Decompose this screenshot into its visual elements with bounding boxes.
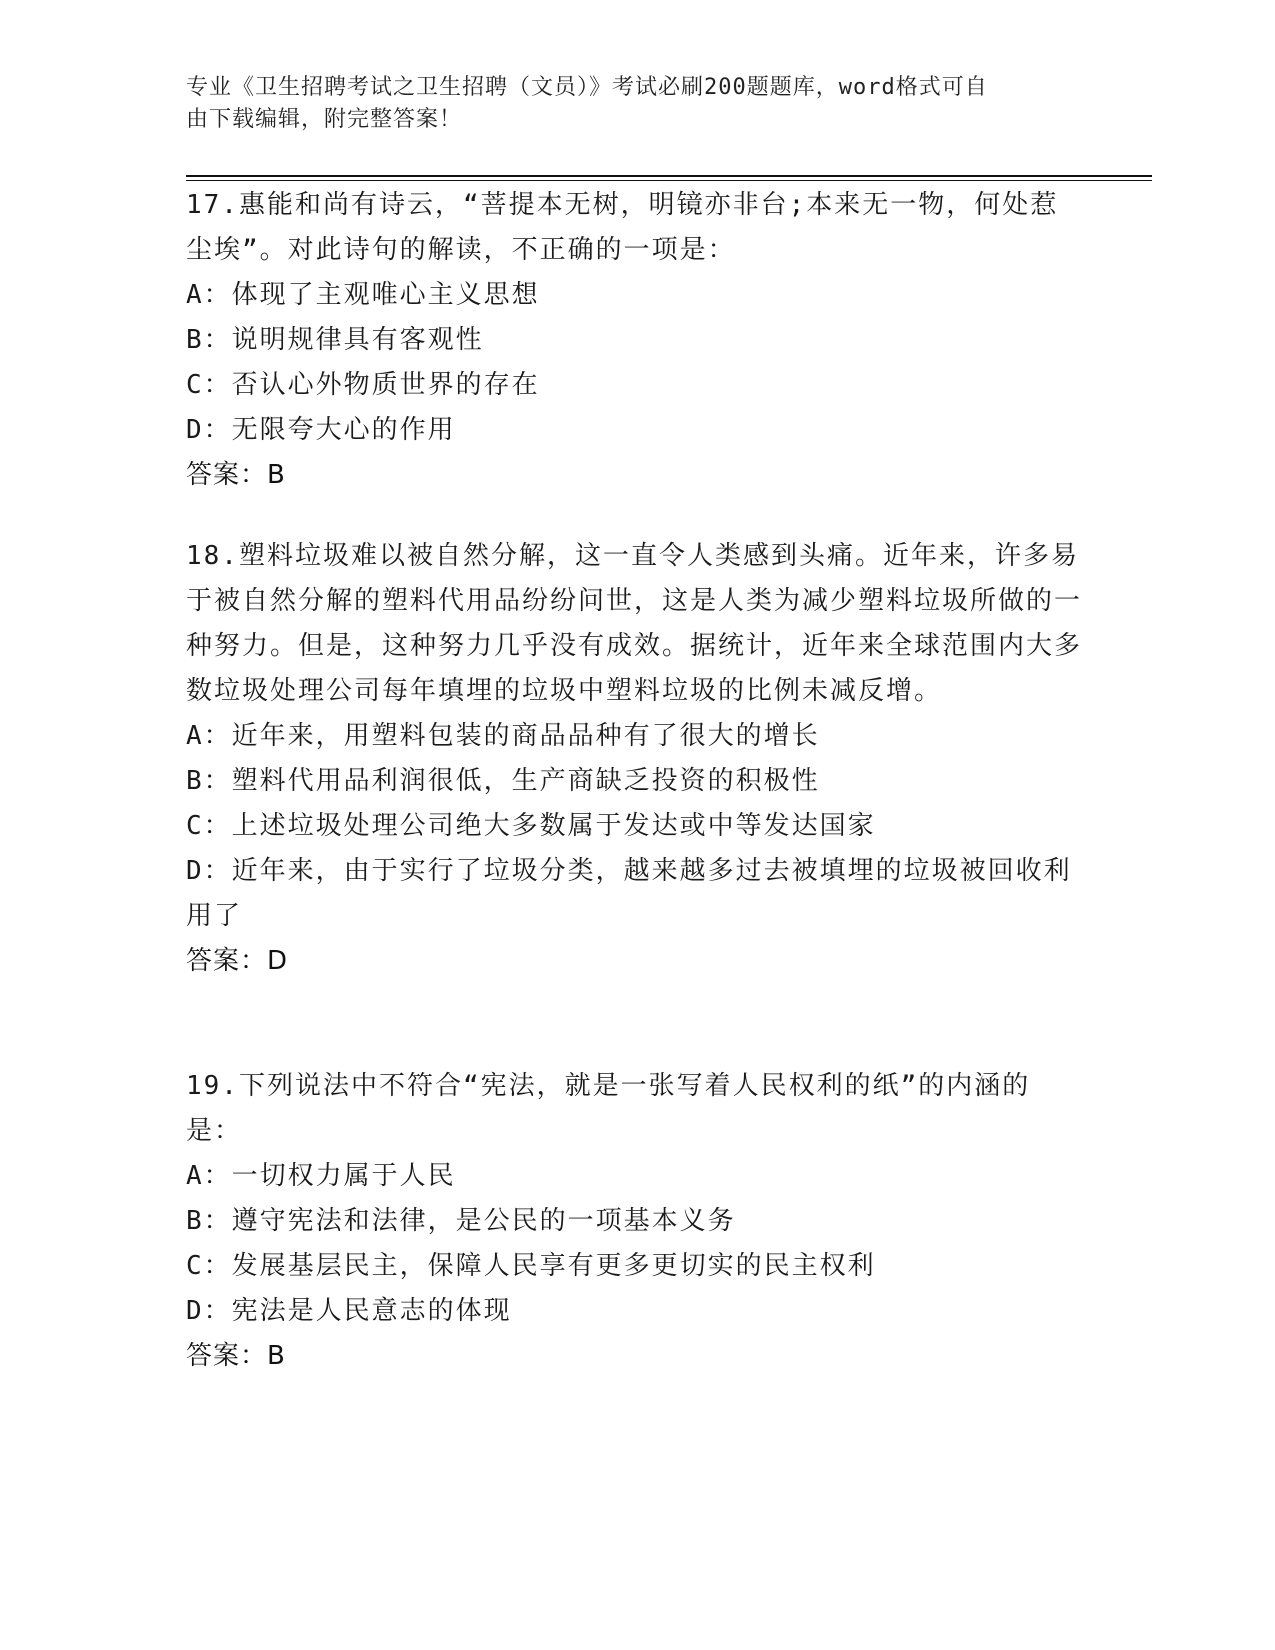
header-title-line-1: 专业《卫生招聘考试之卫生招聘（文员）》考试必刷200题题库，word格式可自 — [186, 75, 988, 100]
option-b: B：遵守宪法和法律，是公民的一项基本义务 — [186, 1206, 736, 1236]
question-18 — [186, 534, 1086, 984]
option-c: C：上述垃圾处理公司绝大多数属于发达或中等发达国家 — [186, 811, 876, 841]
option-c: C：否认心外物质世界的存在 — [186, 370, 540, 400]
answer: 答案：B — [186, 460, 286, 490]
question-stem: 17.惠能和尚有诗云，“菩提本无树，明镜亦非台;本来无一物，何处惹尘埃”。对此诗句的解读，不正确的一项是： — [186, 190, 1059, 265]
answer: 答案：B — [186, 1341, 286, 1371]
option-a: A：近年来，用塑料包装的商品品种有了很大的增长 — [186, 721, 820, 751]
option-a: A：体现了主观唯心主义思想 — [186, 280, 540, 310]
option-d: D：无限夸大心的作用 — [186, 415, 456, 445]
option-b: B：说明规律具有客观性 — [186, 325, 484, 355]
question-stem: 18.塑料垃圾难以被自然分解，这一直令人类感到头痛。近年来，许多易于被自然分解的塑料代用品纷纷问世，这是人类为减少塑料垃圾所做的一种努力。但是，这种努力几乎没有成效。据统计，近年来全球范围内大多数垃圾处理公司每年填埋的垃圾中塑料垃圾的比例未减反增。 — [186, 541, 1083, 706]
header-title-line-2: 由下载编辑，附完整答案！ — [186, 107, 463, 132]
header-rule-thick — [186, 175, 1152, 177]
document-header — [186, 72, 1086, 136]
question-stem: 19.下列说法中不符合“宪法，就是一张写着人民权利的纸”的内涵的是： — [186, 1071, 1031, 1146]
question-19 — [186, 1064, 1086, 1379]
question-17 — [186, 183, 1086, 498]
answer: 答案：D — [186, 946, 289, 976]
header-rule-thin — [186, 180, 1152, 181]
option-b: B：塑料代用品利润很低，生产商缺乏投资的积极性 — [186, 766, 820, 796]
option-d: D：宪法是人民意志的体现 — [186, 1296, 512, 1326]
option-d: D：近年来，由于实行了垃圾分类，越来越多过去被填埋的垃圾被回收利用了 — [186, 856, 1072, 931]
option-c: C：发展基层民主，保障人民享有更多更切实的民主权利 — [186, 1251, 876, 1281]
option-a: A：一切权力属于人民 — [186, 1161, 456, 1191]
